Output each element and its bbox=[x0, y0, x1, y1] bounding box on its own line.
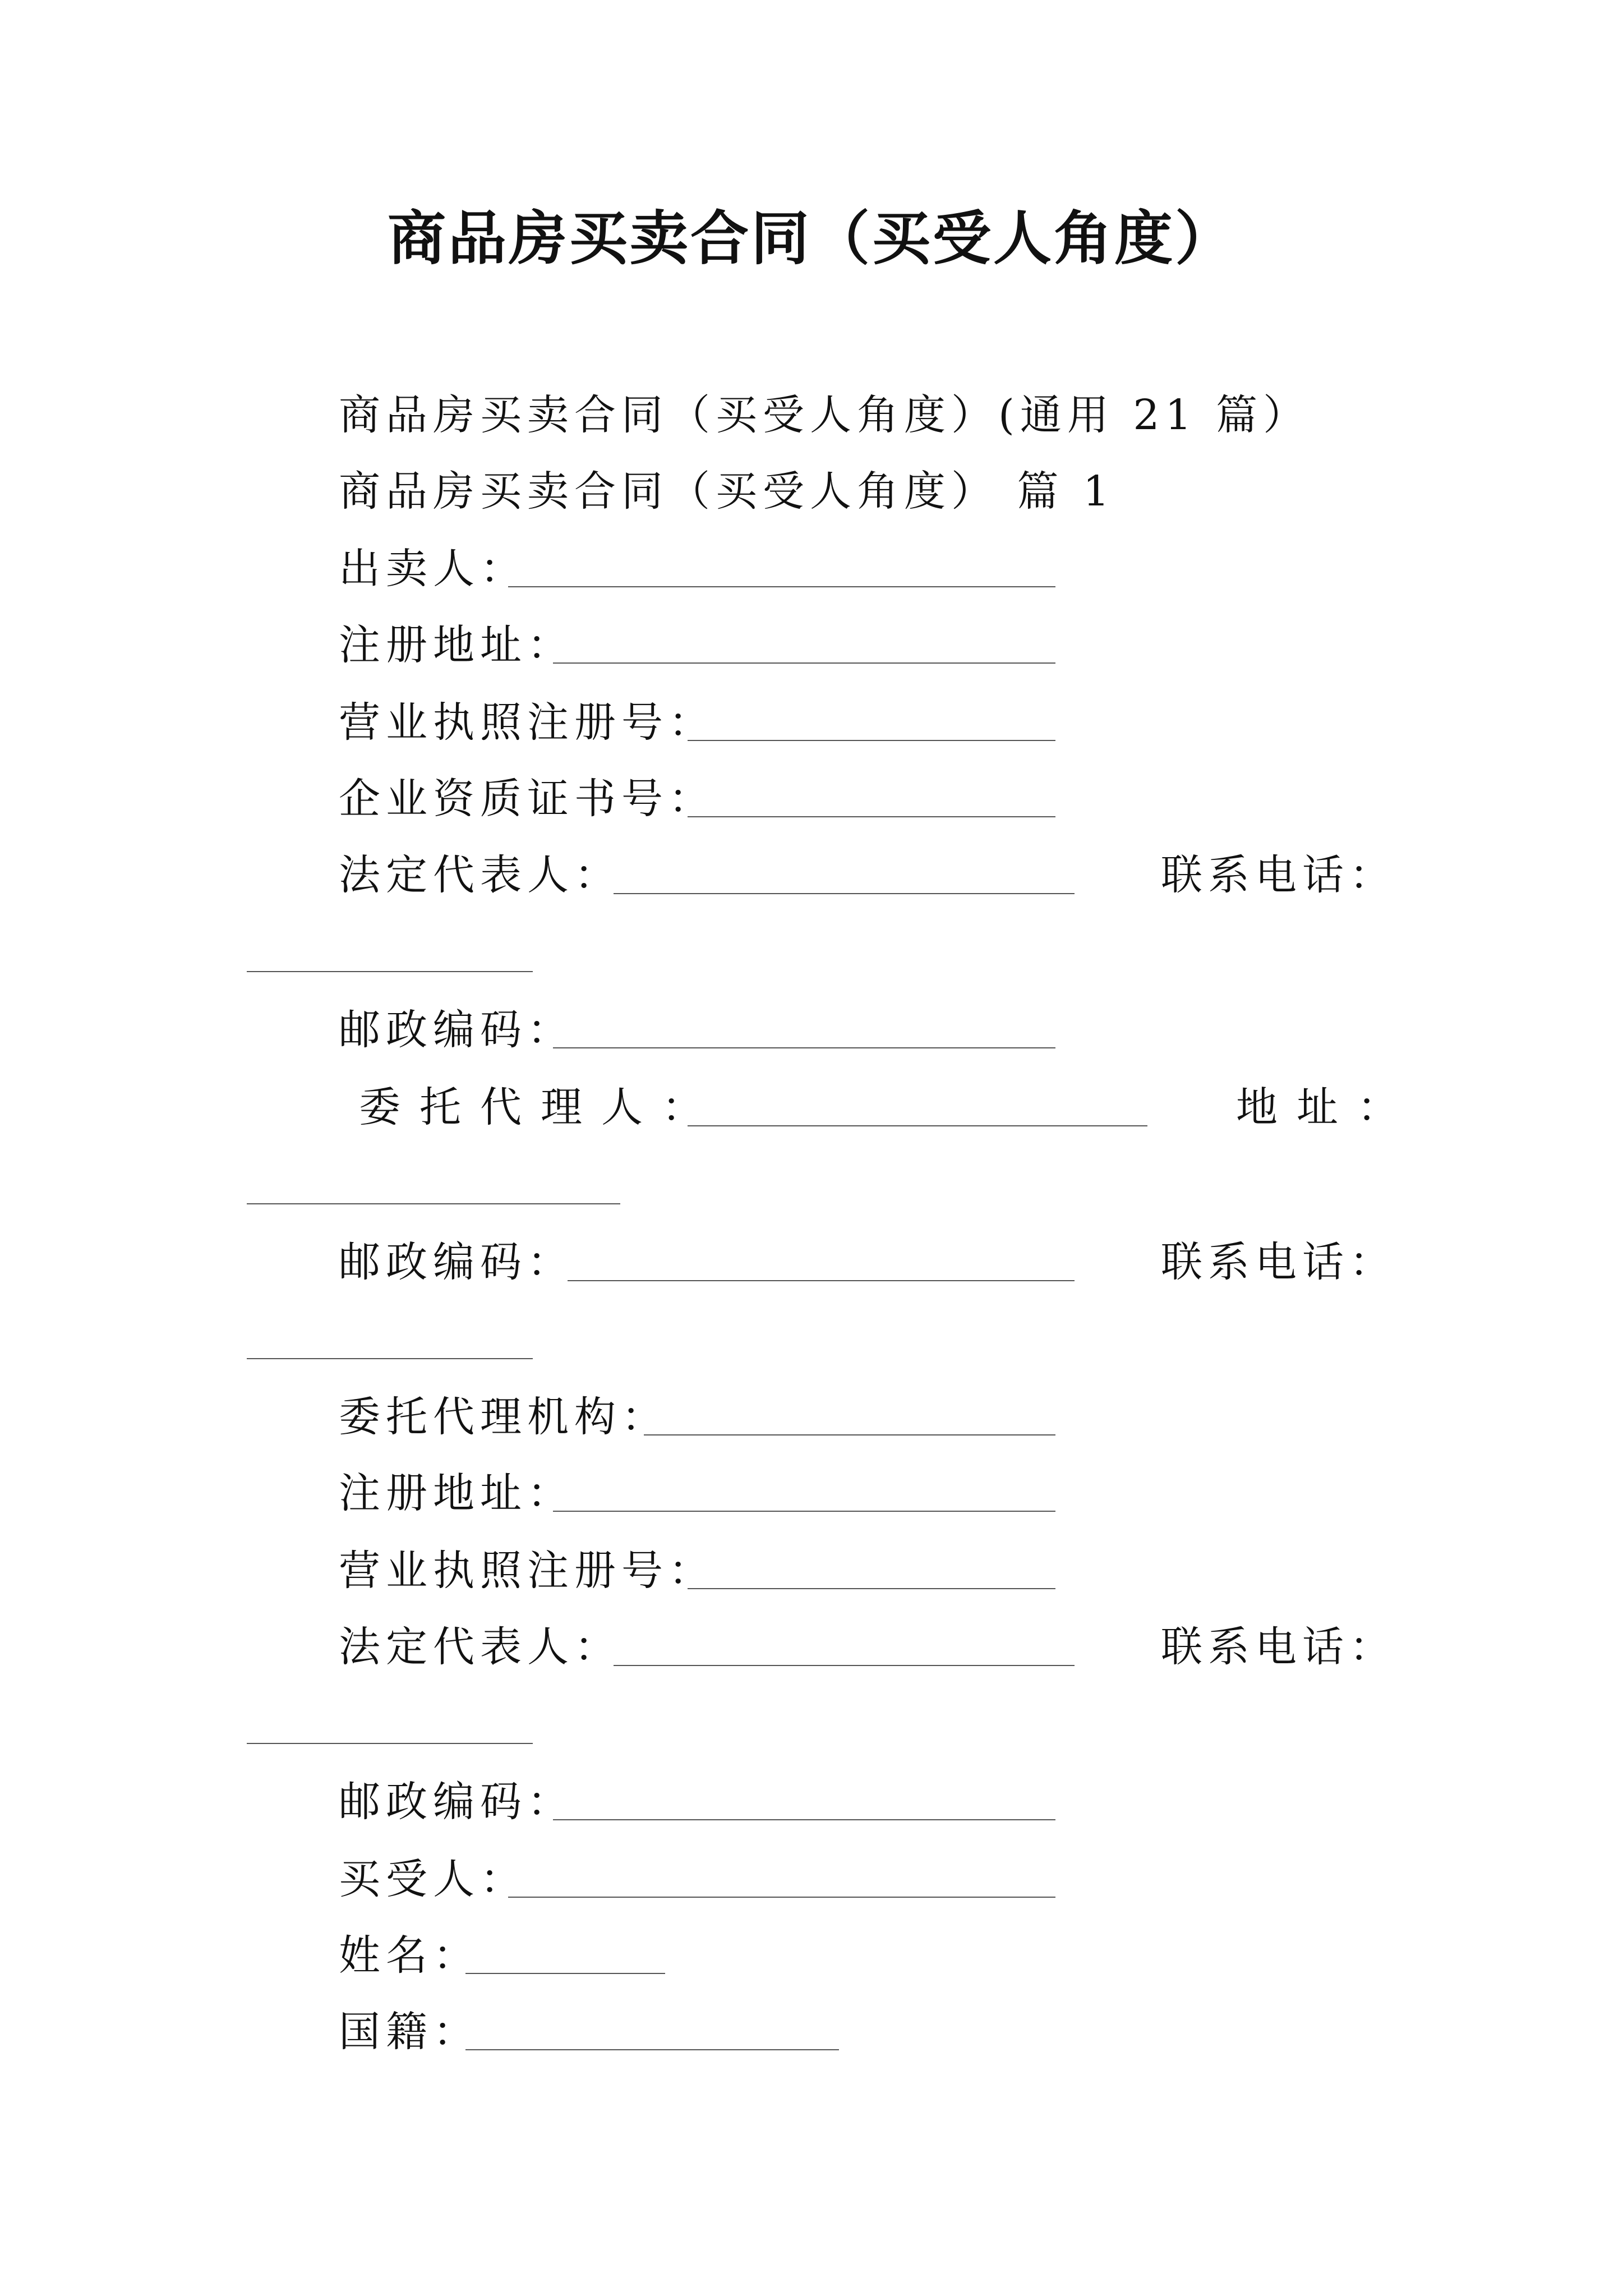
seller-postcode-blank[interactable] bbox=[553, 1047, 1055, 1048]
agency-postcode-blank[interactable] bbox=[553, 1819, 1055, 1820]
seller-phone-blank[interactable] bbox=[247, 971, 533, 972]
agency-business-license-label: 营业执照注册号： bbox=[339, 1547, 716, 1595]
agent-blank[interactable] bbox=[688, 1125, 1147, 1126]
agency-registered-address-blank[interactable] bbox=[553, 1511, 1055, 1512]
buyer-name-label: 姓名： bbox=[339, 1931, 480, 1980]
seller-blank[interactable] bbox=[508, 586, 1055, 587]
seller-phone-label: 联系电话： bbox=[1161, 851, 1396, 899]
agent-address-label: 地址： bbox=[1236, 1083, 1418, 1131]
agent-postcode-blank[interactable] bbox=[568, 1280, 1075, 1281]
agent-label: 委托代理人： bbox=[359, 1083, 722, 1131]
seller-legal-rep-label: 法定代表人： bbox=[339, 851, 621, 899]
agent-address-blank[interactable] bbox=[247, 1203, 620, 1204]
seller-registered-address-label: 注册地址： bbox=[339, 621, 574, 669]
seller-business-license-label: 营业执照注册号： bbox=[339, 698, 716, 747]
section-heading: 商品房买卖合同（买受人角度） 篇 1 bbox=[339, 467, 1115, 516]
agency-label: 委托代理机构： bbox=[339, 1393, 668, 1441]
buyer-nationality-label: 国籍： bbox=[339, 2008, 480, 2056]
buyer-blank[interactable] bbox=[508, 1897, 1055, 1898]
buyer-name-blank[interactable] bbox=[465, 1973, 665, 1974]
agency-business-license-blank[interactable] bbox=[688, 1588, 1055, 1589]
document-subtitle: 商品房买卖合同（买受人角度）(通用 21 篇） bbox=[339, 391, 1311, 439]
seller-qualification-cert-blank[interactable] bbox=[688, 816, 1055, 817]
agency-phone-blank[interactable] bbox=[247, 1743, 533, 1744]
buyer-nationality-blank[interactable] bbox=[465, 2049, 839, 2050]
buyer-label: 买受人： bbox=[339, 1855, 527, 1903]
agency-legal-rep-blank[interactable] bbox=[614, 1665, 1075, 1666]
seller-legal-rep-blank[interactable] bbox=[614, 893, 1075, 894]
seller-registered-address-blank[interactable] bbox=[553, 662, 1055, 664]
seller-business-license-blank[interactable] bbox=[688, 740, 1055, 741]
agent-phone-blank[interactable] bbox=[247, 1358, 533, 1359]
agency-phone-label: 联系电话： bbox=[1161, 1623, 1396, 1671]
agent-postcode-label: 邮政编码： bbox=[339, 1238, 574, 1286]
seller-postcode-label: 邮政编码： bbox=[339, 1006, 574, 1054]
agency-registered-address-label: 注册地址： bbox=[339, 1469, 574, 1517]
agency-legal-rep-label: 法定代表人： bbox=[339, 1623, 621, 1671]
agency-postcode-label: 邮政编码： bbox=[339, 1778, 574, 1826]
agent-phone-label: 联系电话： bbox=[1161, 1238, 1396, 1286]
seller-qualification-cert-label: 企业资质证书号： bbox=[339, 775, 716, 823]
document-title: 商品房买卖合同（买受人角度） bbox=[387, 204, 1235, 273]
seller-label: 出卖人： bbox=[339, 545, 527, 593]
agency-blank[interactable] bbox=[644, 1434, 1055, 1435]
